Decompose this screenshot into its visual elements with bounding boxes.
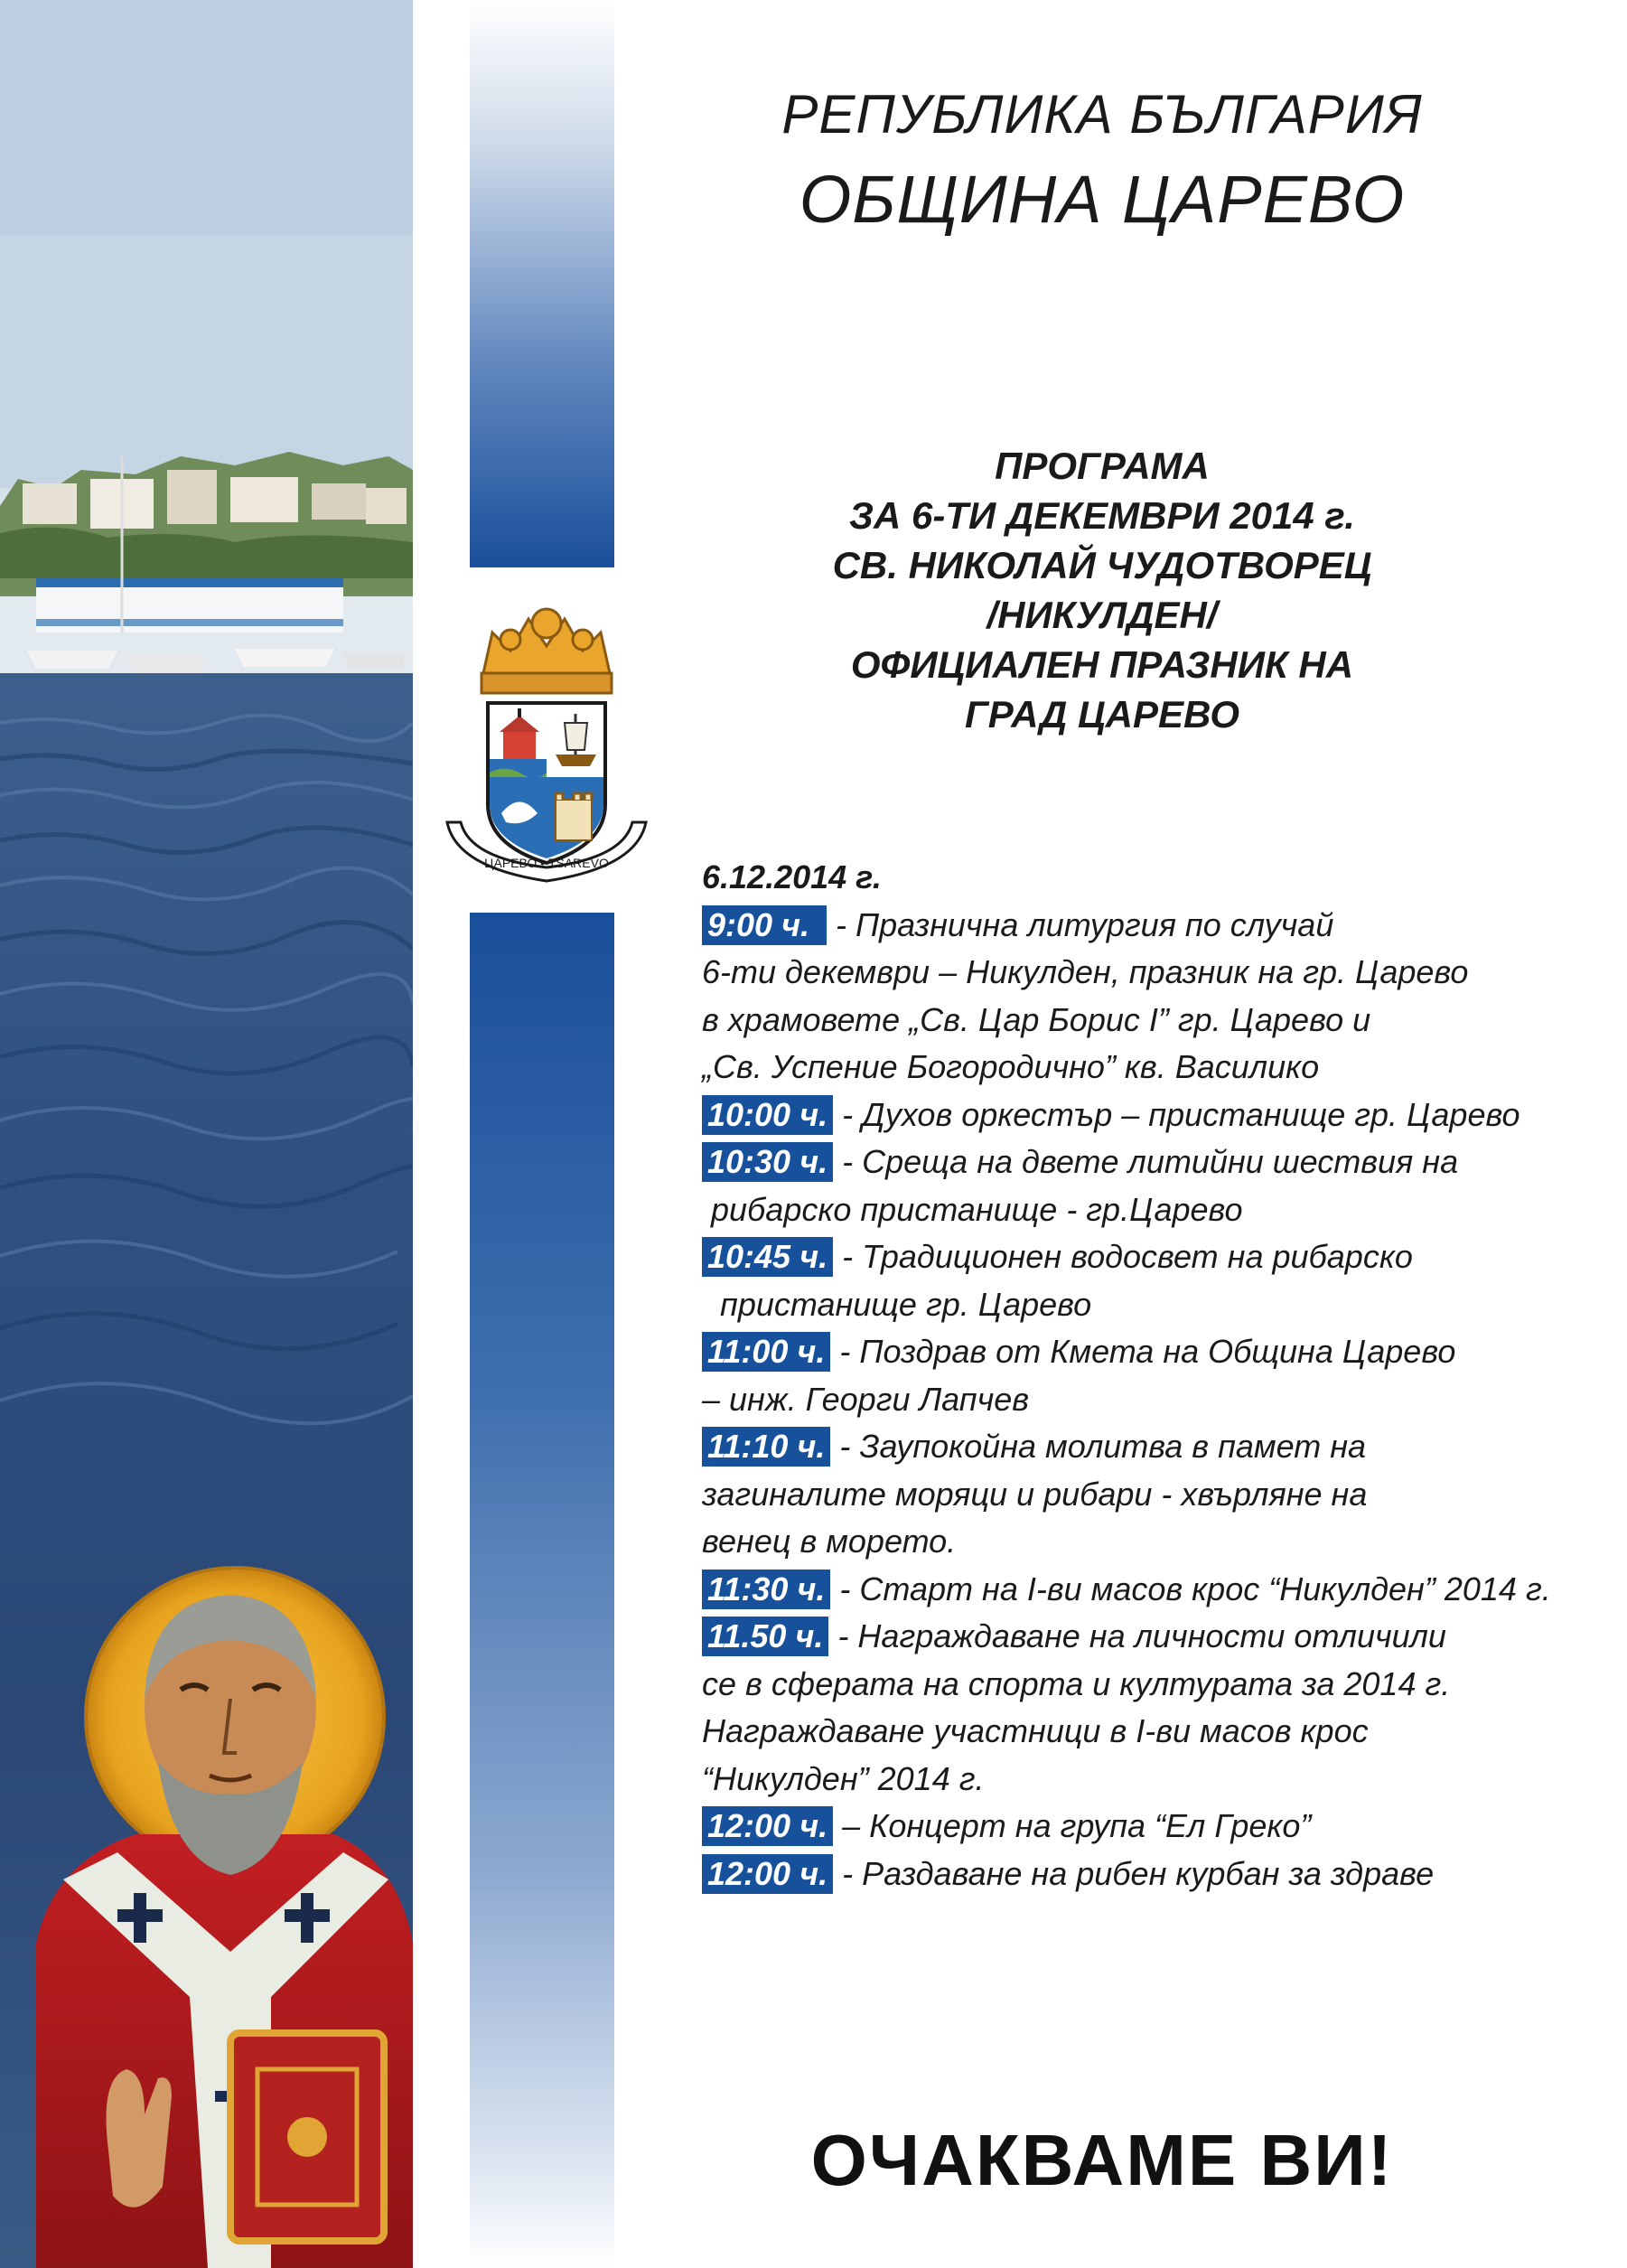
- schedule-text: - Традиционен водосвет на рибарско: [842, 1238, 1413, 1275]
- schedule-date: 6.12.2014 г.: [702, 858, 882, 895]
- schedule-text: - Поздрав от Кмета на Община Царево: [839, 1333, 1456, 1370]
- saint-nicholas-icon: [36, 1568, 413, 2268]
- schedule-item: [702, 1328, 1605, 1376]
- schedule-text: - Духов оркестър – пристанище гр. Царево: [842, 1095, 1520, 1133]
- schedule-item: [702, 902, 1605, 950]
- schedule-text: - Старт на I-ви масов крос “Никулден” 2014 г.: [839, 1570, 1551, 1607]
- coat-of-arms-ribbon-text: ЦАРЕВО • TSAREVO: [484, 856, 609, 870]
- time-badge: 12:00 ч.: [702, 1854, 833, 1894]
- harbour-sea-image: [0, 0, 413, 2268]
- harbour-photo-strip: [0, 0, 413, 2268]
- schedule-item: [702, 1803, 1605, 1851]
- gradient-bar-top: [470, 0, 614, 567]
- schedule-text: рибарско пристанище - гр.Царево: [702, 1190, 1243, 1228]
- time-badge: 11:00 ч.: [702, 1332, 830, 1372]
- time-badge: 11:30 ч.: [702, 1570, 830, 1609]
- schedule-item: [702, 1851, 1605, 1898]
- time-badge: 11:10 ч.: [702, 1427, 830, 1467]
- program-title: [650, 441, 1554, 739]
- schedule-text: - Награждаване на личности отличили: [837, 1617, 1446, 1654]
- schedule-item: [702, 1566, 1605, 1614]
- schedule-text: - Среща на двете литийни шествия на: [842, 1143, 1459, 1180]
- schedule-item: [702, 1613, 1605, 1661]
- schedule-text: венец в морето.: [702, 1523, 957, 1560]
- schedule-text: Награждаване участници в I-ви масов крос: [702, 1712, 1369, 1749]
- time-badge: 10:30 ч.: [702, 1142, 833, 1182]
- schedule-text: – инж. Георги Лапчев: [702, 1380, 1030, 1418]
- event-schedule: [702, 854, 1605, 1898]
- schedule-text: - Заупокойна молитва в памет на: [839, 1428, 1367, 1465]
- schedule-item: [702, 1092, 1605, 1139]
- header-republic: РЕПУБЛИКА БЪЛГАРИЯ: [781, 84, 1423, 145]
- schedule-text: загиналите моряци и рибари - хвърляне на: [702, 1475, 1368, 1513]
- schedule-text: “Никулден” 2014 г.: [702, 1759, 985, 1797]
- program-title-line: ПРОГРАМА: [995, 445, 1210, 487]
- time-badge: 9:00 ч.: [702, 905, 827, 945]
- gradient-bar-bottom: [470, 913, 614, 2268]
- time-badge: 11.50 ч.: [702, 1617, 828, 1656]
- time-badge: 12:00 ч.: [702, 1806, 833, 1846]
- footer-slogan: ОЧАКВАМЕ ВИ!: [810, 2120, 1394, 2200]
- coat-of-arms-emblem: [438, 596, 655, 886]
- schedule-text: „Св. Успение Богородично” кв. Василико: [702, 1048, 1320, 1085]
- schedule-item: [702, 1423, 1605, 1471]
- schedule-text: пристанище гр. Царево: [702, 1285, 1092, 1323]
- program-title-line: /НИКУЛДЕН/: [986, 594, 1218, 636]
- program-title-line: ГРАД ЦАРЕВО: [965, 693, 1239, 736]
- schedule-text: се в сферата на спорта и културата за 2014 г.: [702, 1664, 1451, 1702]
- schedule-text: - Раздаване на рибен курбан за здраве: [842, 1854, 1435, 1892]
- schedule-item: [702, 1139, 1605, 1186]
- schedule-item: [702, 1233, 1605, 1281]
- schedule-text: 6-ти декември – Никулден, празник на гр. Царево: [702, 953, 1469, 990]
- time-badge: 10:45 ч.: [702, 1237, 833, 1277]
- schedule-text: в храмовете „Св. Цар Борис I” гр. Царево и: [702, 1000, 1371, 1038]
- header-municipality: ОБЩИНА ЦАРЕВО: [799, 162, 1406, 237]
- program-title-line: ЗА 6-ТИ ДЕКЕМВРИ 2014 г.: [849, 494, 1355, 537]
- schedule-text: - Празнична литургия по случай: [836, 905, 1334, 943]
- program-title-line: ОФИЦИАЛЕН ПРАЗНИК НА: [850, 643, 1354, 686]
- program-title-line: СВ. НИКОЛАЙ ЧУДОТВОРЕЦ: [832, 544, 1372, 586]
- time-badge: 10:00 ч.: [702, 1095, 833, 1135]
- coat-of-arms: [438, 596, 655, 886]
- schedule-text: – Концерт на група “Ел Греко”: [842, 1807, 1312, 1844]
